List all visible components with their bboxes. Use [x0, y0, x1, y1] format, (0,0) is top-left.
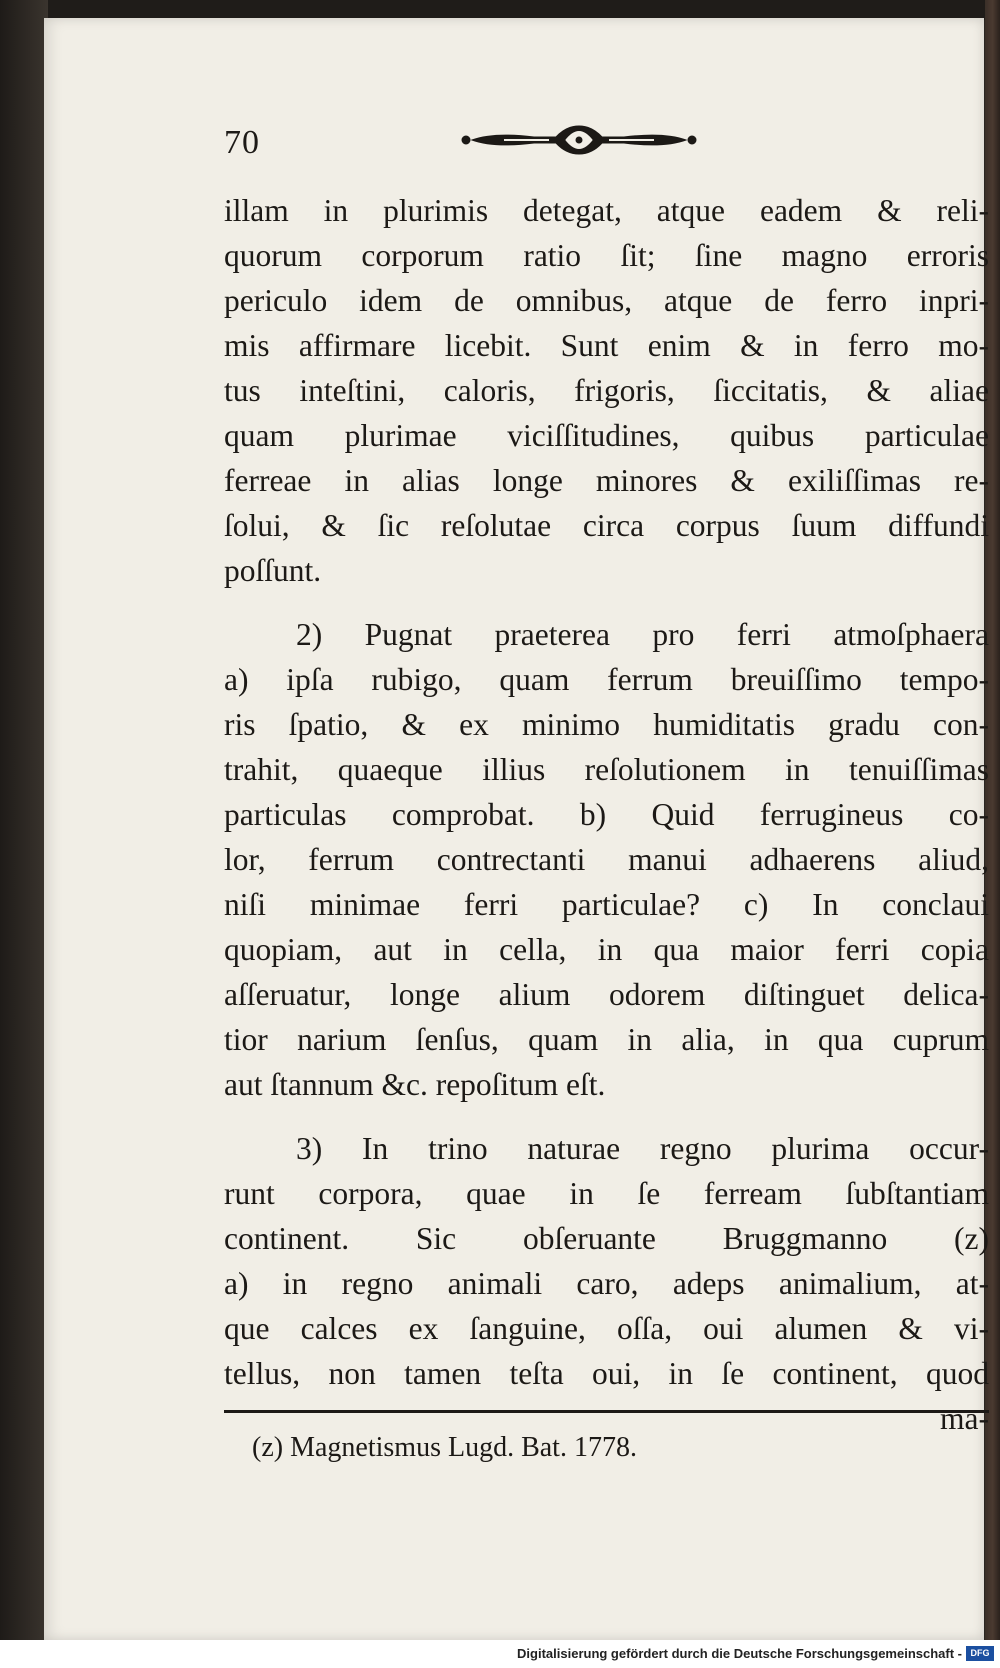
- text-line: ferreae in alias longe minores & exiliſſimas re-: [224, 463, 989, 498]
- text-line: tellus, non tamen teſta oui, in ſe continent, quod: [224, 1356, 989, 1391]
- text-line: tior narium ſenſus, quam in alia, in qua cuprum: [224, 1022, 989, 1057]
- page-header: [44, 110, 984, 170]
- book-spine-edge: [0, 0, 48, 1640]
- body-text: [224, 188, 989, 1441]
- text-line: trahit, quaeque illius reſolutionem in tenuiſſimas: [224, 752, 989, 787]
- catchword: ma-: [940, 1401, 989, 1436]
- text-line: runt corpora, quae in ſe ferream ſubſtantiam: [224, 1176, 989, 1211]
- text-line: periculo idem de omnibus, atque de ferro inpri-: [224, 283, 989, 318]
- text-line: aut ſtannum &c. repoſitum eſt.: [224, 1067, 606, 1102]
- footnote-divider: [224, 1410, 989, 1413]
- fleuron-ornament-icon: [454, 118, 704, 162]
- page-number: 70: [224, 124, 260, 161]
- text-line: ſolui, & ſic reſolutae circa corpus ſuum diffundi: [224, 508, 989, 543]
- text-line: que calces ex ſanguine, oſſa, oui alumen & vi-: [224, 1311, 989, 1346]
- text-line: 2) Pugnat praeterea pro ferri atmoſphaera: [296, 617, 989, 652]
- text-line: mis affirmare licebit. Sunt enim & in ferro mo-: [224, 328, 989, 363]
- text-line: ris ſpatio, & ex minimo humiditatis gradu con-: [224, 707, 989, 742]
- text-line: particulas comprobat. b) Quid ferrugineus co-: [224, 797, 989, 832]
- funding-credit: Digitalisierung gefördert durch die Deutsche Forschungsgemeinschaft -: [517, 1646, 962, 1661]
- text-line: poſſunt.: [224, 553, 322, 588]
- footnote: (z) Magnetismus Lugd. Bat. 1778.: [252, 1432, 637, 1463]
- text-line: lor, ferrum contrectanti manui adhaerens aliud,: [224, 842, 989, 877]
- dfg-logo-icon: DFG: [966, 1646, 994, 1661]
- book-page: [44, 18, 989, 1640]
- text-line: tus inteſtini, caloris, frigoris, ſiccitatis, & aliae: [224, 373, 989, 408]
- text-line: a) in regno animali caro, adeps animalium, at-: [224, 1266, 989, 1301]
- text-line: a) ipſa rubigo, quam ferrum breuiſſimo tempo-: [224, 662, 989, 697]
- digitization-footer: [0, 1640, 1000, 1668]
- text-line: aſſeruatur, longe alium odorem diſtinguet delica-: [224, 977, 989, 1012]
- text-line: quam plurimae viciſſitudines, quibus particulae: [224, 418, 989, 453]
- text-line: niſi minimae ferri particulae? c) In conclaui: [224, 887, 989, 922]
- text-line: illam in plurimis detegat, atque eadem & reli-: [224, 193, 989, 228]
- text-line: continent. Sic obſeruante Bruggmanno (z): [224, 1221, 989, 1256]
- book-board-top: [0, 0, 1000, 20]
- text-line: 3) In trino naturae regno plurima occur-: [296, 1131, 989, 1166]
- text-line: quorum corporum ratio ſit; ſine magno erroris: [224, 238, 989, 273]
- text-line: quopiam, aut in cella, in qua maior ferri copia: [224, 932, 989, 967]
